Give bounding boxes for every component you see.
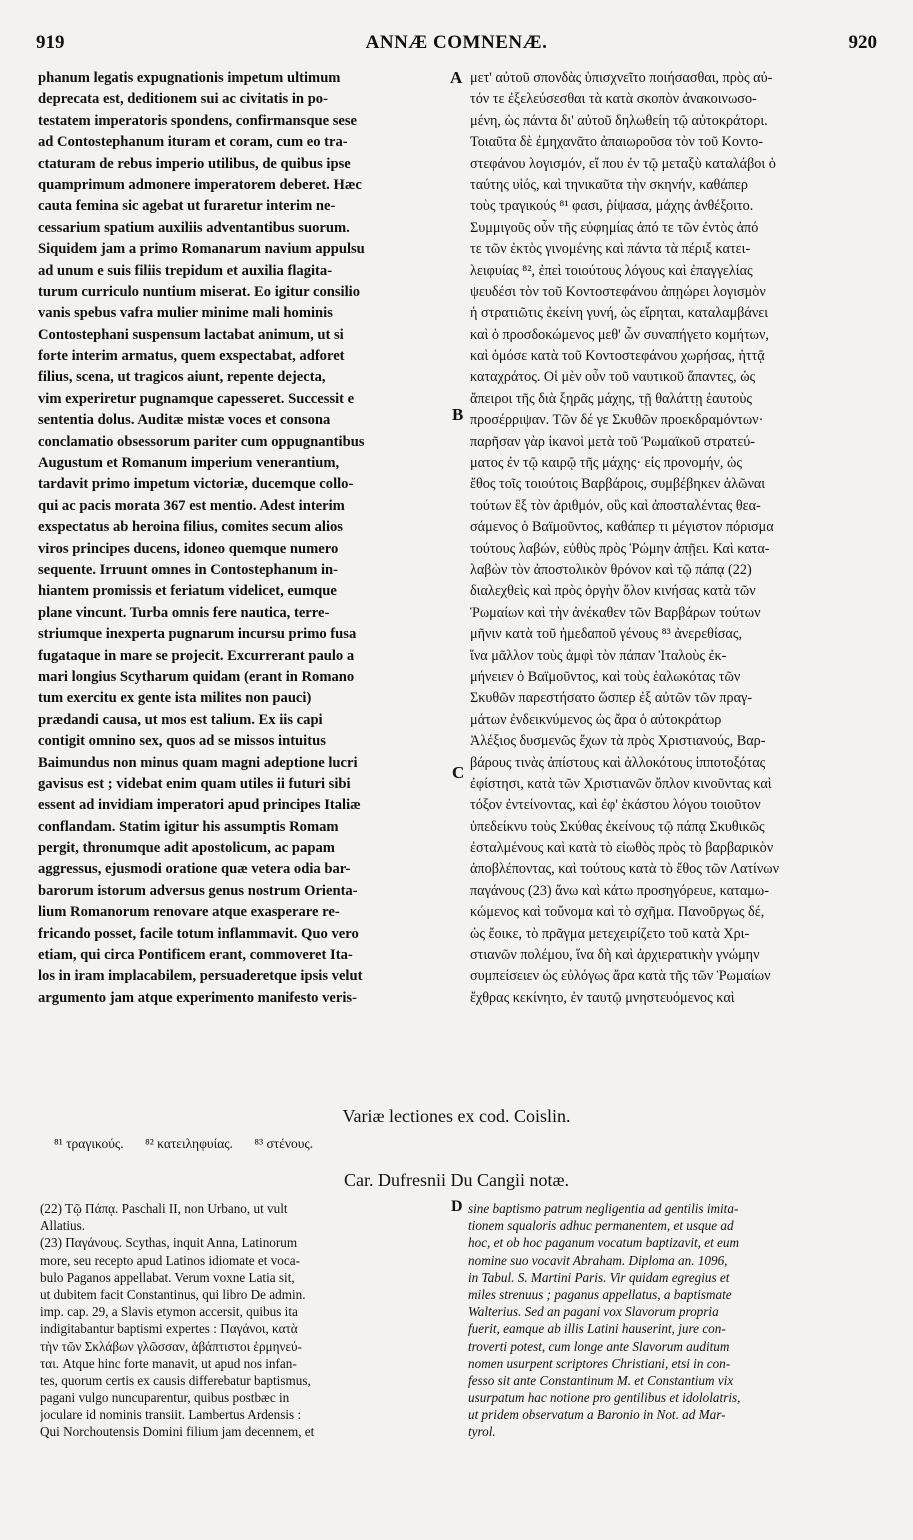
text-line: ματος ἐν τῷ καιρῷ τῆς μάχης· εἰς προνομήν, ὡς [470, 455, 742, 472]
variae-lectiones-notes [54, 1136, 331, 1152]
text-line: τὴν τῶν Σκλάβων γλῶσσαν, ἀβάπτιστοι ἑρμηνεύ- [40, 1338, 302, 1354]
text-line: Σκυθῶν παρεστήσατο ὥσπερ ἐξ αὐτῶν τῶν πραγ- [470, 690, 753, 707]
text-line: joculare id nominis transiit. Lambertus Ardensis : [40, 1407, 302, 1423]
text-line: ψευδέσι τὸν τοῦ Κοντοστεφάνου ἀπῃώρει λογισμὸν [470, 283, 766, 300]
text-line: παρῆσαν γὰρ ἱκανοὶ μετὰ τοῦ Ῥωμαϊκοῦ στρατεύ- [470, 433, 756, 450]
text-line: miles strenuus ; paganus appellatus, a baptismate [468, 1286, 732, 1302]
text-line: conclamatio obsessorum pariter cum oppugnantibus [38, 433, 365, 450]
text-line: Baimundus non minus quam magni adeptione lucri [38, 754, 358, 771]
page-number-right: 920 [848, 32, 877, 53]
text-line: ἀποβλέποντας, καὶ τούτους κατὰ τὸ ἔθος τῶν Λατίνων [470, 861, 780, 878]
text-line: Contostephani suspensum lactabat animum, ut si [38, 326, 344, 343]
text-line: καὶ ὁ προσδοκώμενος μεθ' ὧν συναπήγετο κομήτων, [470, 326, 769, 343]
text-line: usurpatum hac notione pro gentilibus et idololatris, [468, 1390, 741, 1406]
text-line: ad unum e suis filiis trepidum et auxilia flagita- [38, 262, 333, 279]
text-line: sine baptismo patrum negligentia ad gentilis imita- [468, 1201, 739, 1216]
text-line: striumque inexperta pugnarum incursu primo fusa [38, 626, 357, 643]
text-line: λειφυίας ⁸², ἐπεὶ τοιούτους λόγους καὶ ἐπαγγελίας [470, 262, 753, 279]
text-line: nomine suo vocavit Abraham. Diploma an. 1096, [468, 1252, 728, 1268]
text-line: lium Romanorum renovare atque exasperare re- [38, 904, 340, 921]
text-line: los in iram implacabilem, persuaderetque ipsis velut [38, 968, 363, 985]
text-line: filius, scena, ut tragicos aiunt, repente dejecta, [38, 369, 326, 386]
running-title: ANNÆ COMNENÆ. [365, 32, 548, 53]
text-line: προσέρριψαν. Τῶν δέ γε Σκυθῶν προεκδραμόντων· [470, 412, 764, 429]
text-line: τοὺς τραγικούς ⁸¹ φασι, ῥίψασα, μάχης ἀνθέξοιτο. [470, 198, 754, 215]
text-line: hiantem promissis et feriatum videlicet, eumque [38, 583, 337, 600]
text-line: pagani vulgo nuncuparentur, quibus postbæc in [40, 1390, 290, 1406]
text-line: ταύτης υἱός, καὶ τηνικαῦτα τὴν σκηνήν, καθάπερ [470, 176, 748, 193]
text-line: tionem squaloris adhuc permanentem, et usque ad [468, 1218, 734, 1234]
text-line: aggressus, ejusmodi oratione quæ vetera odia bar- [38, 861, 351, 878]
text-line: ἵνα μᾶλλον τοὺς ἀμφὶ τὸν πάπαν Ἰταλοὺς ἐκ- [470, 647, 727, 664]
text-line: τόν τε ἐξελεύσεσθαι τὰ κατὰ σκοπὸν ἀνακοινωσο- [470, 91, 757, 108]
text-line: ἔθος τοῖς τοιούτοις Βαρβάροις, συμβέβηκεν ἁλῶναι [470, 476, 766, 493]
text-line: καὶ ὁμόσε κατὰ τοῦ Κοντοστεφάνου χωρήσας, ἡττᾷ [470, 348, 765, 365]
variant-note: ⁸¹ τραγικούς. [54, 1136, 124, 1151]
text-line: mari longius Scytharum quidam (erant in Romano [38, 668, 355, 685]
text-line: ὑπεδείκνυ τοὺς Σκύθας ἐκείνους τῷ πάπᾳ Σκυθικῶς [470, 818, 765, 835]
text-line: παγάνους (23) ἄνω καὶ κάτω προσηγόρευε, καταμω- [470, 882, 769, 899]
text-line: bulo Paganos appellabat. Verum voxne Latia sit, [40, 1269, 295, 1285]
text-line: Augustum et Romanum imperium venerantium, [38, 455, 340, 472]
latin-column [38, 68, 446, 1096]
text-line: pergit, thronumque adit apostolicum, ac papam [38, 840, 335, 857]
text-line: viros principes ducens, idoneo quemque numero [38, 540, 339, 557]
text-line: τόξον ἐντείνοντας, καὶ ἐφ' ἑκάστου λόγου τοιοῦτον [470, 797, 761, 814]
variant-note: ⁸² κατειληφυίας. [145, 1136, 234, 1151]
text-line: sequente. Irruunt omnes in Contostephanum in- [38, 561, 339, 578]
text-line: Allatius. [40, 1218, 86, 1234]
text-line: plane vincunt. Turba omnis fere nautica, terre- [38, 604, 330, 621]
text-line: prædandi causa, ut mos est talium. Ex iis capi [38, 711, 323, 728]
text-line: διαλεχθεὶς καὶ πρὸς ὀργὴν ὅλον κινήσας κατὰ τῶν [470, 583, 756, 600]
text-line: κώμενος καὶ τοὔνομα καὶ τὸ σχῆμα. Πανοῦργως δέ, [470, 904, 765, 921]
text-line: in Tabul. S. Martini Paris. Vir quidam egregius et [468, 1269, 730, 1285]
text-line: Τοιαῦτα δὲ ἐμηχανᾶτο ἀπαιωροῦσα τὸν τοῦ Κοντο- [470, 134, 763, 151]
text-line: exspectatus ab heroina filius, comites secum alios [38, 519, 343, 536]
text-line: Ἀλέξιος δυσμενῶς ἔχων τὰ πρὸς Χριστιανούς, Βαρ- [470, 733, 766, 750]
text-line: Walterius. Sed an pagani vox Slavorum propria [468, 1304, 719, 1320]
text-line: imp. cap. 29, a Slavis etymon accersit, quibus ita [40, 1304, 298, 1320]
text-line: conflandam. Statim igitur his assumptis Romam [38, 818, 339, 835]
page-header [36, 32, 877, 62]
text-line: ἐφίστησι, κατὰ τῶν Χριστιανῶν ὅπλον κινοῦντας καὶ [470, 775, 772, 792]
text-line: τούτους λαβών, εὐθὺς πρὸς Ῥώμην ἀπῇει. Καὶ κατα- [470, 540, 770, 557]
notes-title: Car. Dufresnii Du Cangii notæ. [344, 1170, 569, 1190]
text-line: συμπείσειεν ὡς εὐλόγως ἄρα κατὰ τῆς τῶν Ῥωμαίων [470, 968, 771, 985]
text-line: phanum legatis expugnationis impetum ultimum [38, 70, 341, 86]
text-line: (22) Τῷ Πάπᾳ. Paschali II, non Urbano, ut vult [40, 1201, 288, 1216]
text-line: essent ad invidiam imperatori apud principes Italiæ [38, 797, 361, 814]
greek-column [470, 68, 876, 1096]
text-line: ἡ στρατιῶτις ἐκείνη γυνή, ὡς εἴρηται, καταλαμβάνει [470, 305, 769, 322]
margin-marker-c: C [452, 763, 465, 782]
text-line: gavisus est ; videbat enim quam utiles ii futuri sibi [38, 775, 351, 792]
text-line: ἐσταλμένους καὶ κατὰ τὸ εἰωθὸς πρὸς τὸ βαρβαρικὸν [470, 840, 774, 857]
text-line: μήνειεν ὁ Βαϊμοῦντος, καὶ τοὺς ἑαλωκότας τῶν [470, 668, 741, 685]
text-line: forte interim armatus, quem exspectabat, adforet [38, 348, 345, 365]
text-line: στεφάνου λογισμόν, εἴ που ἐν τῷ μεταξὺ καταλάβοι ὁ [470, 155, 776, 172]
text-line: fricando posset, facile totum inflammavit. Quo vero [38, 925, 359, 942]
text-line: troverti potest, cum longe ante Slavorum auditum [468, 1338, 730, 1354]
text-line: ut pridem observatum a Baronio in Not. ad Mar- [468, 1407, 726, 1423]
text-line: more, seu recepto apud Latinos idiomate et voca- [40, 1252, 300, 1268]
text-line: hoc, et ob hoc paganum vocatum baptizavit, et eum [468, 1235, 740, 1251]
page-number-left: 919 [36, 32, 65, 53]
text-line: ut dubitem facit Constantinus, qui libro De admin. [40, 1286, 306, 1302]
text-line: στιανῶν πολέμου, ἵνα δὴ καὶ ἀρχιερατικὴν γνώμην [470, 947, 760, 964]
text-line: ται. Atque hinc forte manavit, ut apud nos infan- [40, 1355, 297, 1371]
text-line: qui ac pacis morata 367 est mentio. Adest interim [38, 497, 345, 514]
text-line: turum curriculo nuntium miserat. Eo igitur consilio [38, 283, 361, 300]
text-line: argumento jam atque experimento manifesto veris- [38, 989, 357, 1006]
text-line: βάρους τινὰς ἀπίστους καὶ ἀλλοκότους ἱπποτοξότας [470, 754, 766, 771]
text-line: fuerit, eamque ab illis Latini hauserint, jure con- [468, 1321, 726, 1337]
text-line: Siquidem jam a primo Romanarum navium appulsu [38, 241, 365, 258]
text-line: tardavit primo impetum victoriæ, ducemque collo- [38, 476, 354, 493]
text-line: μάτων ἐνδεικνύμενος ὡς ἄρα ὁ αὐτοκράτωρ [470, 711, 722, 728]
text-line: deprecata est, deditionem sui ac civitatis in po- [38, 91, 328, 108]
text-line: nomen usurpent scriptores Christiani, etsi in con- [468, 1355, 731, 1371]
text-line: λαβὼν τὸν ἀποστολικὸν θρόνον καὶ τῷ πάπᾳ (22) [470, 561, 752, 578]
text-line: fugataque in mare se projecit. Excurrerant paulo a [38, 647, 355, 664]
text-line: ἄπειροι τῆς διὰ ξηρᾶς μάχης, τῇ θαλάττῃ ἑαυτοὺς [470, 390, 752, 407]
text-line: μῆνιν κατὰ τοῦ ἡμεδαποῦ γένους ⁸³ ἀνερεθίσας, [470, 626, 743, 643]
text-line: Qui Norchoutensis Domini filium jam decennem, et [40, 1424, 315, 1440]
text-line: σάμενος ὁ Βαϊμοῦντος, καθάπερ τι μέγιστον πόρισμα [470, 519, 774, 536]
text-line: barorum istorum adversus genus nostrum Orienta- [38, 882, 358, 899]
text-line: καταχράτος. Οἱ μὲν οὖν τοῦ ναυτικοῦ ἅπαντες, ὡς [470, 369, 756, 386]
notes-right-column [468, 1200, 878, 1441]
text-line: tyrol. [468, 1424, 496, 1440]
text-line: μετ' αὐτοῦ σπονδὰς ὑπισχνεῖτο ποιήσασθαι, πρὸς αὐ- [470, 70, 773, 86]
text-line: testatem imperatoris spondens, confirmansque sese [38, 112, 358, 129]
text-line: (23) Παγάνους. Scythas, inquit Anna, Latinorum [40, 1235, 298, 1251]
text-line: quamprimum admonere imperatorem deberet. Hæc [38, 176, 362, 193]
text-line: Συμμιγοῦς οὖν τῆς εὐφημίας ἀπό τε τῶν ἐντὸς ἀπό [470, 219, 759, 236]
text-line: tes, quorum certis ex causis differebatur baptismus, [40, 1372, 311, 1388]
text-line: ad Contostephanum ituram et coram, cum eo tra- [38, 134, 348, 151]
text-line: vim experiretur pugnamque capesseret. Successit e [38, 390, 355, 407]
margin-marker-d: D [451, 1198, 463, 1215]
variae-lectiones-title: Variæ lectiones ex cod. Coislin. [342, 1106, 571, 1126]
text-line: etiam, qui circa Pontificem erant, commoveret Ita- [38, 947, 353, 964]
margin-marker-b: B [452, 405, 464, 424]
notes-left-column [40, 1200, 450, 1441]
margin-marker-a: A [450, 68, 463, 87]
text-line: indigitabantur baptismi expertes : Παγάνοι, κατὰ [40, 1321, 298, 1337]
text-line: ctaturam de rebus imperio utilibus, de quibus ipse [38, 155, 351, 172]
text-line: fesso sit ante Constantinum M. et Constantium vix [468, 1372, 734, 1388]
text-line: Ῥωμαίων καὶ τὴν ἀνέκαθεν τῶν Βαρβάρων τούτων [470, 604, 761, 621]
text-line: ἔχθρας κεκίνητο, ἐν ταυτῷ μνηστευόμενος καὶ [470, 989, 735, 1006]
text-line: sententia dolus. Auditæ mistæ voces et consona [38, 412, 331, 429]
variant-note: ⁸³ στένους. [254, 1136, 314, 1151]
text-line: τούτων ἓξ τὸν ἀριθμόν, οὓς καὶ ἀποσταλέντας θεα- [470, 497, 761, 514]
text-line: vanis spebus vafra mulier minime mali hominis [38, 305, 333, 322]
text-line: tum exercitu ex gente ista milites non pauci) [38, 690, 312, 707]
text-line: τε τῶν ἐκτὸς γινομένης καὶ πάντα τὰ πέριξ κατει- [470, 241, 751, 258]
text-line: cessarium spatium auxiliis adventantibus suorum. [38, 219, 350, 236]
text-line: μένη, ὡς πάντα δι' αὐτοῦ δηλωθείη τῷ αὐτοκράτορι. [470, 112, 768, 129]
text-line: cauta femina sic agebat ut furaretur interim ne- [38, 198, 336, 215]
text-line: ὡς ἔοικε, τὸ πρᾶγμα μετεχειρίζετο τοῦ κατὰ Χρι- [470, 925, 750, 942]
text-line: contigit omnino sex, quos ad se missos intuitus [38, 733, 326, 750]
